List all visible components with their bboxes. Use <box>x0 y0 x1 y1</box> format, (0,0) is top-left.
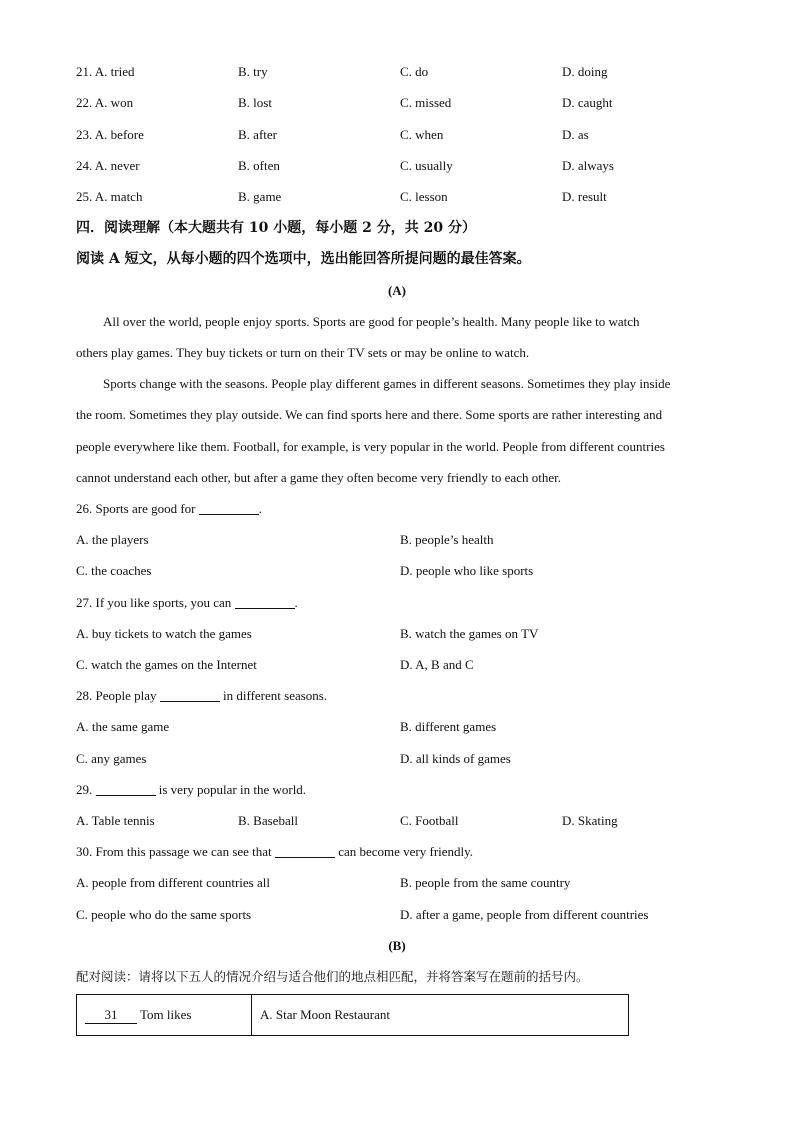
q21-option-d: D. doing <box>562 64 608 79</box>
q22-option-d: D. caught <box>562 95 613 110</box>
passage-b-instruction: 配对阅读：请将以下五人的情况介绍与适合他们的地点相匹配，并将答案写在题前的括号内。 <box>76 969 589 984</box>
q21-option-c: C. do <box>400 64 429 79</box>
passage-b-label: (B) <box>388 938 406 953</box>
q22-option-b: B. lost <box>238 95 272 110</box>
q27-option-b: B. watch the games on TV <box>400 626 539 641</box>
section-instruction: 阅读 A 短文，从每小题的四个选项中，选出能回答所提问题的最佳答案。 <box>76 251 531 267</box>
matching-left-text: Tom likes <box>140 1006 192 1022</box>
q25-option-b: B. game <box>238 189 282 204</box>
q30-option-d: D. after a game, people from different countries <box>400 907 649 922</box>
q22-option-a: 22. A. won <box>76 95 134 110</box>
question-29-stem: 29. is very popular in the world. <box>76 782 307 797</box>
answer-blank <box>96 783 156 796</box>
question-27-stem: 27. If you like sports, you can . <box>76 595 298 610</box>
passage-line: All over the world, people enjoy sports. Sports are good for people’s health. Many people like to watch <box>103 314 640 329</box>
q30-option-a: A. people from different countries all <box>76 875 270 890</box>
q24-option-b: B. often <box>238 158 280 173</box>
q23-option-a: 23. A. before <box>76 127 144 142</box>
q23-option-b: B. after <box>238 127 277 142</box>
q30-option-b: B. people from the same country <box>400 875 571 890</box>
q29-option-a: A. Table tennis <box>76 813 155 828</box>
table-row <box>77 995 629 1036</box>
q26-option-b: B. people’s health <box>400 532 494 547</box>
passage-line: others play games. They buy tickets or turn on their TV sets or may be online to watch. <box>76 345 530 360</box>
q26-option-a: A. the players <box>76 532 149 547</box>
passage-line: cannot understand each other, but after a game they often become very friendly to each other. <box>76 470 561 485</box>
q30-option-c: C. people who do the same sports <box>76 907 252 922</box>
q25-option-d: D. result <box>562 189 607 204</box>
q28-option-b: B. different games <box>400 719 497 734</box>
q24-option-a: 24. A. never <box>76 158 140 173</box>
q29-option-d: D. Skating <box>562 813 618 828</box>
q29-option-c: C. Football <box>400 813 459 828</box>
passage-line: people everywhere like them. Football, for example, is very popular in the world. People from different countries <box>76 439 665 454</box>
answer-blank <box>235 596 295 609</box>
passage-a-label: (A) <box>387 283 407 298</box>
q29-option-b: B. Baseball <box>238 813 298 828</box>
answer-blank <box>199 502 259 515</box>
q27-option-d: D. A, B and C <box>400 657 474 672</box>
q25-option-a: 25. A. match <box>76 189 143 204</box>
q27-option-c: C. watch the games on the Internet <box>76 657 257 672</box>
q21-option-b: B. try <box>238 64 268 79</box>
question-26-stem: 26. Sports are good for . <box>76 501 263 516</box>
matching-left-cell <box>77 995 252 1036</box>
q21-option-a: 21. A. tried <box>76 64 135 79</box>
matching-table <box>76 994 629 1036</box>
q24-option-d: D. always <box>562 158 614 173</box>
q25-option-c: C. lesson <box>400 189 448 204</box>
question-30-stem: 30. From this passage we can see that can become very friendly. <box>76 844 474 859</box>
answer-blank <box>275 845 335 858</box>
q26-option-d: D. people who like sports <box>400 563 534 578</box>
section-heading: 四．阅读理解（本大题共有 10 小题，每小题 2 分，共 20 分） <box>76 220 476 236</box>
q28-option-c: C. any games <box>76 751 147 766</box>
q24-option-c: C. usually <box>400 158 453 173</box>
question-28-stem: 28. People play in different seasons. <box>76 688 328 703</box>
answer-blank: 31 <box>85 1007 137 1024</box>
q23-option-c: C. when <box>400 127 444 142</box>
answer-blank <box>160 689 220 702</box>
q28-option-d: D. all kinds of games <box>400 751 511 766</box>
passage-line: the room. Sometimes they play outside. We can find sports here and there. Some sports are rather interesting and <box>76 407 663 422</box>
matching-right-cell: A. Star Moon Restaurant <box>252 995 629 1036</box>
q26-option-c: C. the coaches <box>76 563 152 578</box>
q27-option-a: A. buy tickets to watch the games <box>76 626 252 641</box>
q23-option-d: D. as <box>562 127 589 142</box>
passage-line: Sports change with the seasons. People play different games in different seasons. Sometimes they play inside <box>103 376 671 391</box>
q28-option-a: A. the same game <box>76 719 170 734</box>
q22-option-c: C. missed <box>400 95 452 110</box>
